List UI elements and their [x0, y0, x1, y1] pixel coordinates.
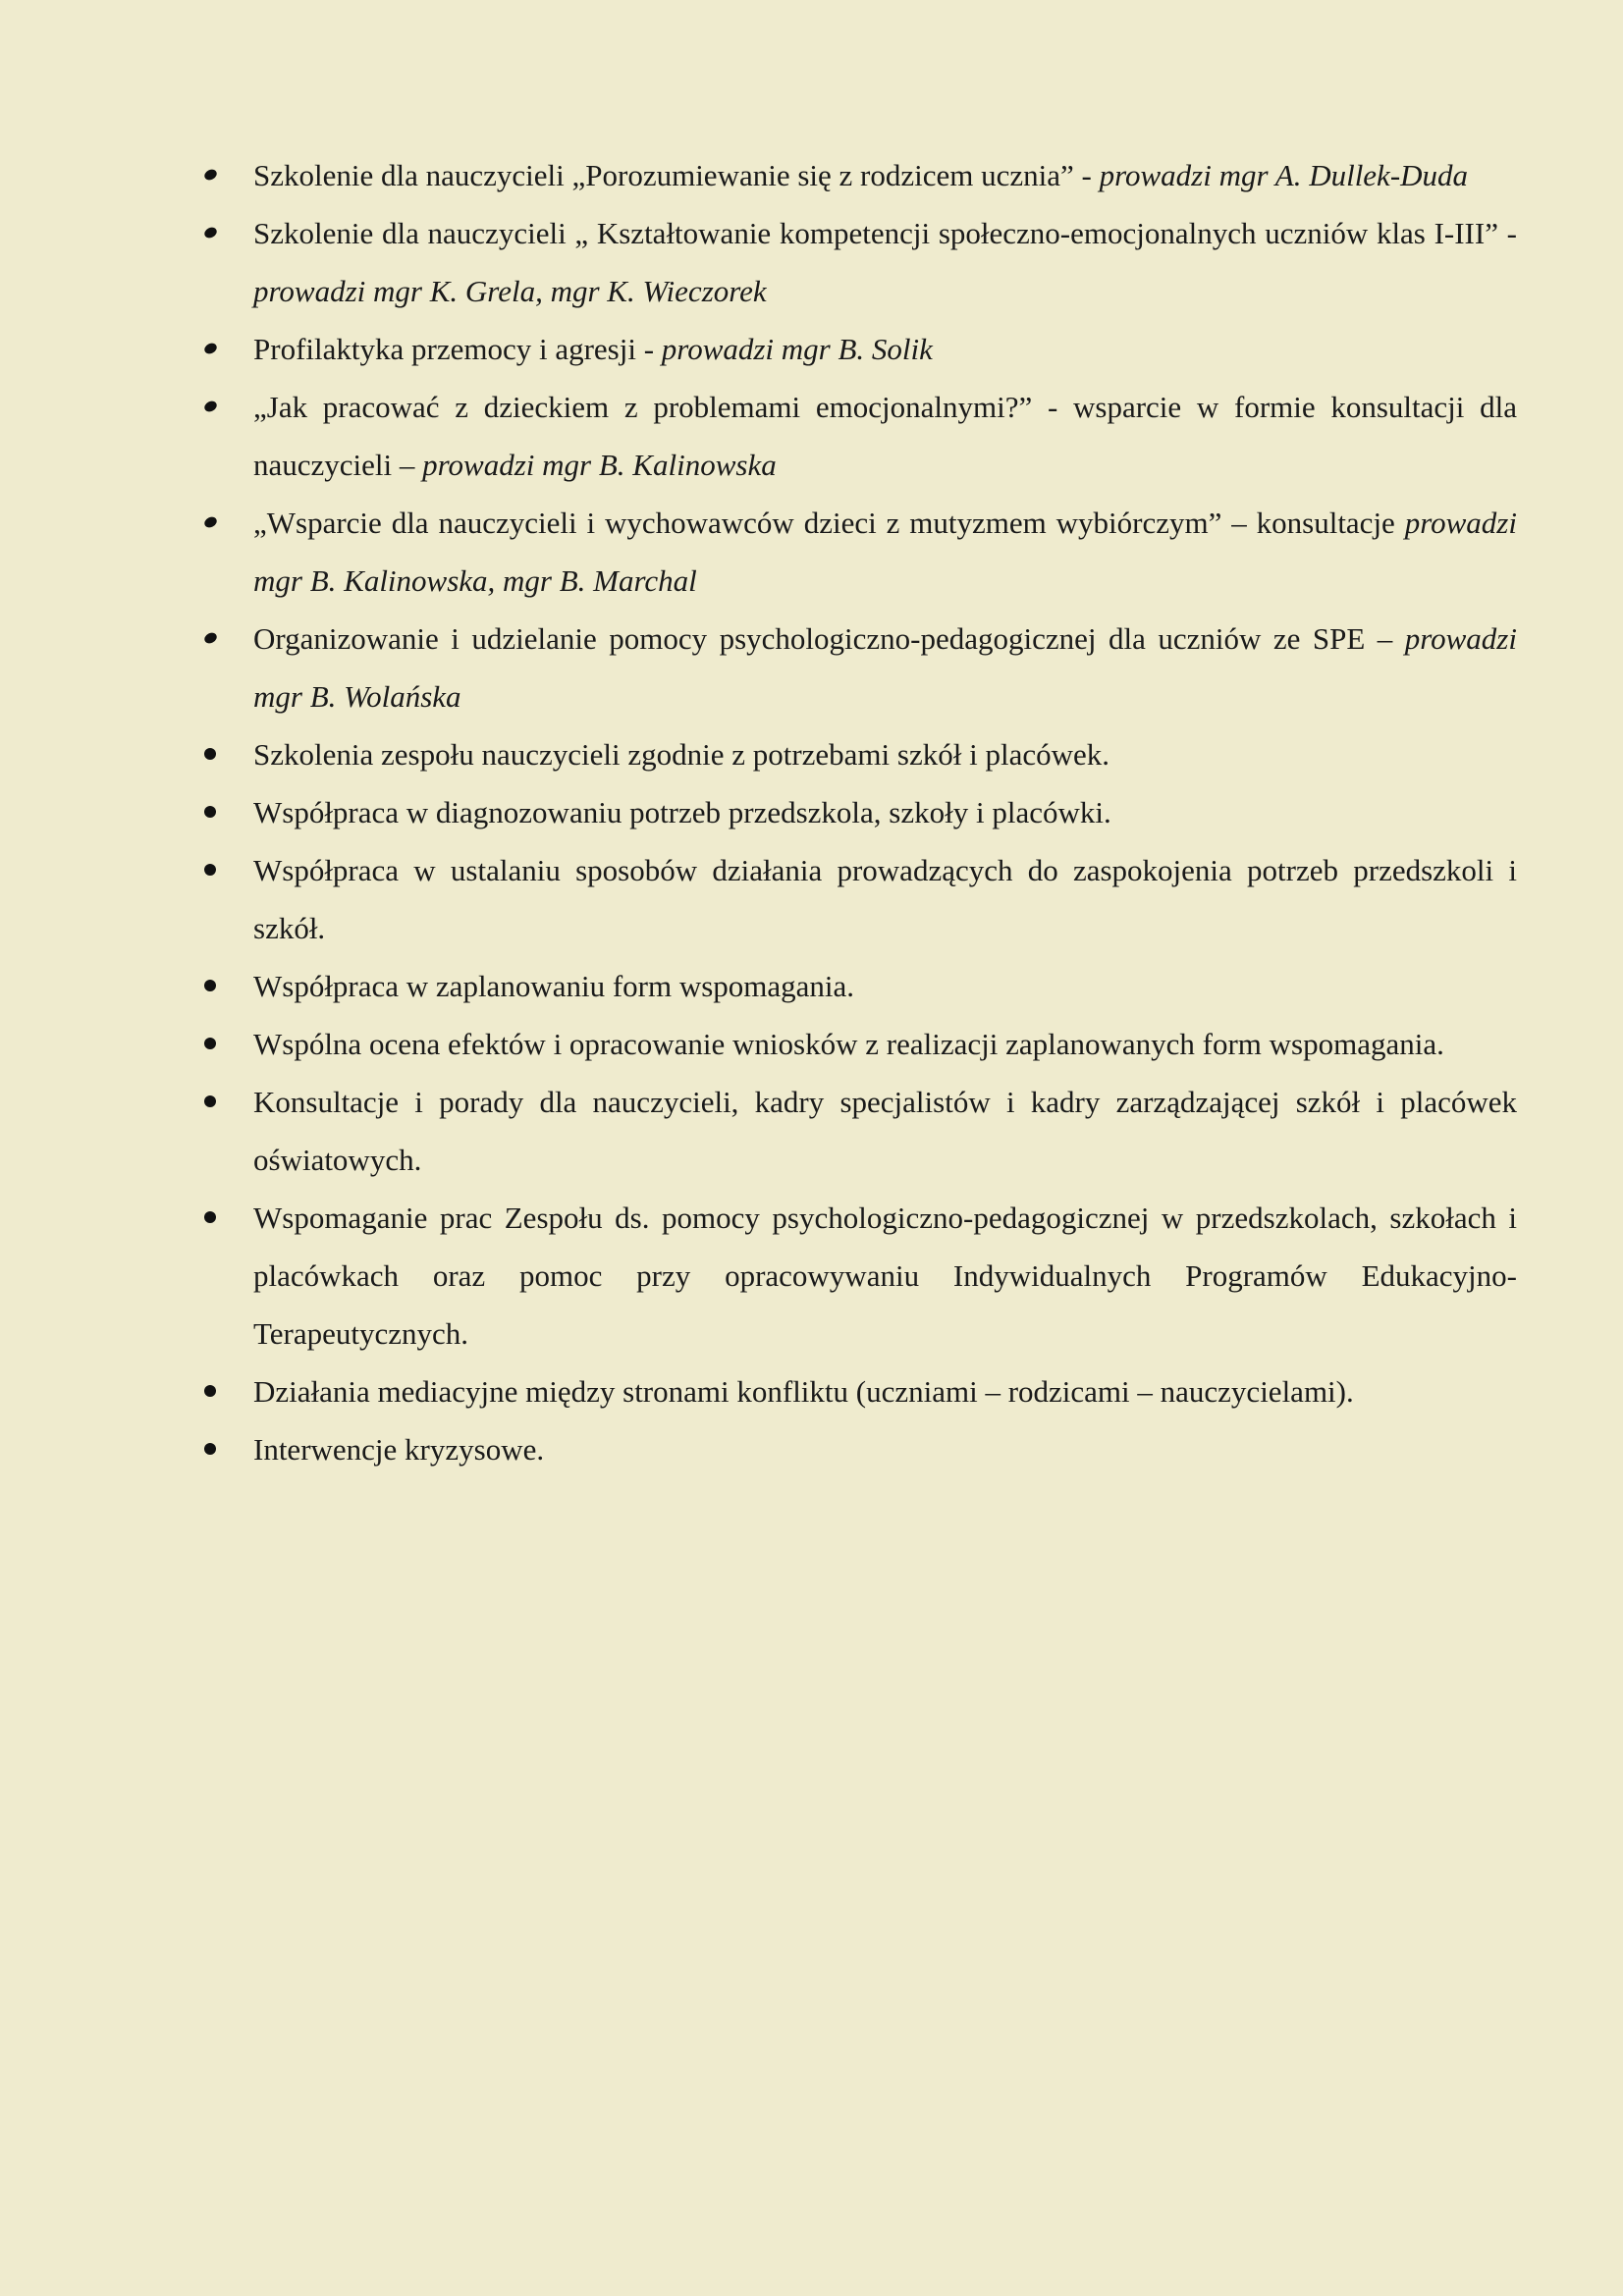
- item-text: „Wsparcie dla nauczycieli i wychowawców dzieci z mutyzmem wybiórczym” – konsultacje: [253, 506, 1405, 540]
- list-item: [201, 1015, 1517, 1073]
- item-text: Współpraca w diagnozowaniu potrzeb przedszkola, szkoły i placówki.: [253, 795, 1111, 829]
- bullet-icon: [202, 631, 218, 646]
- list-item: [201, 610, 1517, 725]
- list-item: [201, 841, 1517, 957]
- item-presenter: prowadzi mgr A. Dullek-Duda: [1099, 158, 1469, 192]
- item-text: Szkolenie dla nauczycieli „ Kształtowanie kompetencji społeczno-emocjonalnych uczniów klas I-III” -: [253, 216, 1517, 250]
- item-text: Działania mediacyjne między stronami konfliktu (uczniami – rodzicami – nauczycielami).: [253, 1374, 1354, 1409]
- bullet-icon: [204, 1038, 216, 1049]
- item-presenter: prowadzi mgr B. Kalinowska: [422, 448, 777, 482]
- item-presenter: prowadzi mgr K. Grela, mgr K. Wieczorek: [253, 274, 767, 308]
- list-item: [201, 725, 1517, 783]
- item-text: Organizowanie i udzielanie pomocy psychologiczno-pedagogicznej dla uczniów ze SPE –: [253, 621, 1405, 656]
- item-text: Wspólna ocena efektów i opracowanie wniosków z realizacji zaplanowanych form wspomagania.: [253, 1027, 1444, 1061]
- item-text: Konsultacje i porady dla nauczycieli, kadry specjalistów i kadry zarządzającej szkół i placówek oświatowych.: [253, 1085, 1517, 1177]
- item-presenter: prowadzi mgr B. Wolańska: [253, 621, 1517, 714]
- list-item: [201, 957, 1517, 1015]
- bullet-icon: [202, 400, 218, 414]
- bullet-icon: [202, 226, 218, 240]
- list-item: [201, 204, 1517, 320]
- bullet-icon: [204, 864, 216, 876]
- item-text: Szkolenia zespołu nauczycieli zgodnie z potrzebami szkół i placówek.: [253, 737, 1109, 772]
- list-item: [201, 1362, 1517, 1420]
- list-item: [201, 494, 1517, 610]
- item-text: Wspomaganie prac Zespołu ds. pomocy psychologiczno-pedagogicznej w przedszkolach, szkołach i placówkach oraz pomoc przy opracowywaniu Indywidualnych Programów Edukacyjno-Terapeutycznych.: [253, 1201, 1517, 1351]
- bullet-icon: [204, 980, 216, 991]
- list-item: [201, 378, 1517, 494]
- bullet-icon: [204, 748, 216, 760]
- bullet-icon: [202, 515, 218, 530]
- item-presenter: prowadzi mgr B. Solik: [661, 332, 933, 366]
- list-item: [201, 1073, 1517, 1189]
- item-text: Współpraca w ustalaniu sposobów działania prowadzących do zaspokojenia potrzeb przedszkoli i szkół.: [253, 853, 1517, 945]
- item-text: „Jak pracować z dzieckiem z problemami emocjonalnymi?” - wsparcie w formie konsultacji dla nauczycieli –: [253, 390, 1517, 482]
- list-item: [201, 320, 1517, 378]
- list-item: [201, 783, 1517, 841]
- bullet-icon: [204, 1443, 216, 1455]
- item-text: Szkolenie dla nauczycieli „Porozumiewanie się z rodzicem ucznia” -: [253, 158, 1100, 192]
- bullet-icon: [204, 806, 216, 818]
- bullet-icon: [202, 168, 218, 183]
- item-presenter: prowadzi mgr B. Kalinowska, mgr B. Marchal: [253, 506, 1517, 598]
- item-text: Interwencje kryzysowe.: [253, 1432, 545, 1467]
- list-item: [201, 1189, 1517, 1362]
- item-text: Profilaktyka przemocy i agresji -: [253, 332, 662, 366]
- bullet-icon: [204, 1095, 216, 1107]
- item-text: Współpraca w zaplanowaniu form wspomagania.: [253, 969, 855, 1003]
- list-item: [201, 146, 1517, 204]
- bullet-icon: [204, 1211, 216, 1223]
- list-item: [201, 1420, 1517, 1478]
- bullet-icon: [202, 342, 218, 356]
- bullet-icon: [204, 1385, 216, 1397]
- bullet-list: [201, 146, 1517, 1478]
